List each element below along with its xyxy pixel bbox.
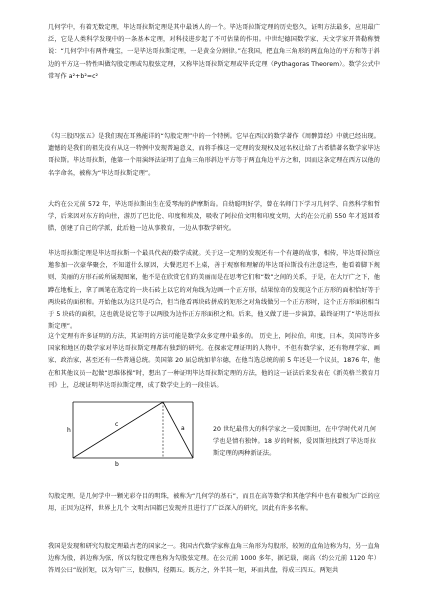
- paragraph-4: 毕达哥拉斯定理是毕达哥拉斯一个最具代表的数学成就。关于这一定理的发现还有一个有趣的故事，相传，毕达哥拉斯应邀参加一次豪华聚会，不知道什么原因，大餐迟迟不上桌，善于观察和理解的毕达哥拉斯没有注意这些，他看着脚下规则、美丽的方形石砖所展现图案，他不是在欣赏它们的美丽而是在思考它们和“数”之间的关系，于是，在大厅广之下，他蹲在地板上，拿了画笔在选定的一块石砖上以它的对角线为边画一个正方形，结果惊奇的发现这个正方形的面积恰好等于两块砖的面积和。开始他以为这只是巧合，但当他看再块砖拼成的矩形之对角线做另一个正方形时，这个正方形面积相当于 5 块砖的面积，这也就是说它等于以两股为边作正方形面积之和。后来，他又做了进一步演算，最终证明了“毕达哥拉斯定理”。: [48, 250, 380, 331]
- label-c: c: [115, 421, 119, 428]
- side-line: [163, 402, 193, 458]
- label-b: b: [115, 461, 119, 468]
- paragraph-7: 勾股定理，是几何学中一颗光彩夺目的明珠，被称为“几何学的基石”，而且在高等数学和其他学科中也有着极为广泛的应用，正因为这样，世界上几个 文明古国都已发现并且进行了广泛深入的研究，因此有许多名称。: [48, 493, 380, 513]
- hypotenuse-line: [73, 402, 163, 458]
- right-triangle-diagram: [63, 390, 209, 480]
- paragraph-1: 几何学中，有着无数定理，毕达哥拉斯定理是其中最诱人的一个。毕达哥拉斯定理的历史悠久，证明方法最多，应用最广泛，它是人类科学发现中的一条基本定理，对科技进步起了不可估量的作用。中世纪德国数学家、天文学家开普勒称赞说：“几何学中有两件瑰宝，一是毕达哥拉斯定理，一是黄金分割律。”在我国，把直角三角形的两直角边的平方和等于斜边的平方这一特性叫做勾股定理或勾股弦定理，又称毕达哥拉斯定理或毕氏定理（Pythagoras Theorem）。数学公式中常写作 a²+b²=c²: [48, 24, 380, 80]
- label-a: a: [181, 425, 185, 432]
- paragraph-8: 我国是发现和研究勾股定理最古老的国家之一。我国古代数学家称直角三角形为勾股形，较短的直角边称为勾，另一直角边称为股，斜边称为弦，所以勾股定理也称为勾股弦定理。在公元前 1000 多年，据记载，商高（约公元前 1120 年）答周公曰“故折矩，以为句广三，股修四，径隅五。既方之，外半其一矩，环而共盘，得成三四五。两矩共: [48, 543, 380, 575]
- paragraph-5: 这个定理有许多证明的方法，其证明的方法可能是数学众多定理中最多的。 历史上，阿拉伯，印度，日本，美国等许多国家和地区的数学家对毕达哥拉斯定理都有独到的研究。在探索定理证明的人物中，不但有数学家，还有物理学家、画家、政治家，甚至还有一些普通总统。美国第 20 届总统加菲尔德，在他当选总统的前 5 年还是一个议员，1876 年，他在和其他议员一起做“思维体操”时，想出了一种证明毕达哥拉斯定理的方法，他的这一证法后来发表在《新英格兰教育月刊》上，总统证明毕达哥拉斯定理，成了数学史上的一段佳话。: [48, 333, 380, 389]
- paragraph-3: 大约在公元前 572 年，毕达哥拉斯出生在爱琴海的萨摩斯岛。自幼聪明好学，曾在名师门下学习几何学、自然科学和哲学，后来因对东方的向往，游历了巴比伦、印度和埃及，吸收了阿拉伯文明和印度文明，大约在公元前 550 年才返回希腊，创建了自己的学派，此后他一边从事教育，一边从事数学研究。: [48, 201, 380, 233]
- paragraph-2: 《勾三股四弦五》是我们现在耳熟能详的“勾股定理”中的一个特例。它早在西汉的数学著作《周髀算经》中就已经出现。遗憾的是我们的祖先没有从这一特例中发现普遍意义，而将手推这一定理的发现权及冠名权让给了古希腊著名数学家毕达哥拉斯。毕达哥拉斯，他第一个用演绎法证明了直角三角形斜边平方等于两直角边平方之和，因而这条定理在西方以他的名字命名，被称为“毕达哥拉斯定理”。: [48, 133, 380, 177]
- paragraph-6: 20 世纪最伟大的科学家之一爱因斯坦，在中学时代对几何学也是情有独钟。18 岁的时候，爱因斯坦找到了毕达哥拉斯定理的两种新证法。: [213, 426, 376, 458]
- label-h: h: [67, 427, 71, 434]
